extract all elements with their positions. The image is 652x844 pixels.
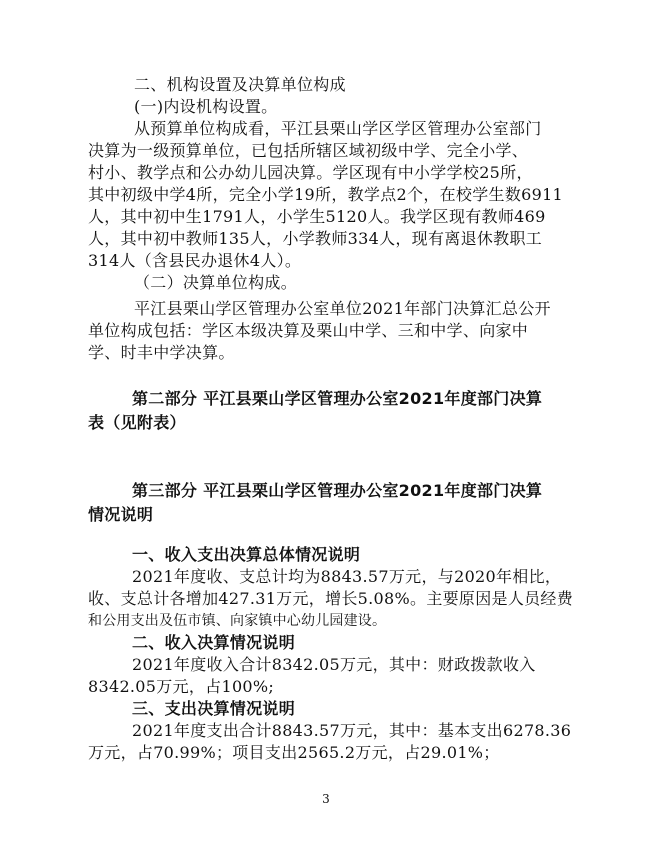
paragraph-line: 从预算单位构成看，平江县栗山学区学区管理办公室部门 xyxy=(134,119,542,138)
paragraph-line: 学、时丰中学决算。 xyxy=(88,343,235,362)
part-three-title-cont: 情况说明 xyxy=(88,505,154,524)
paragraph-line: 2021年度收入合计8342.05万元，其中：财政拨款收入 xyxy=(132,655,536,674)
paragraph-line: 2021年度支出合计8843.57万元，其中：基本支出6278.36 xyxy=(132,721,572,740)
paragraph-line: 村小、教学点和公办幼儿园决算。学区现有中小学学校25所， xyxy=(88,163,533,182)
heading-overall-income-expense: 一、收入支出决算总体情况说明 xyxy=(132,545,361,564)
paragraph-line: 人，其中初中生1791人，小学生5120人。我学区现有教师469 xyxy=(88,207,546,226)
paragraph-line: 人，其中初中教师135人，小学教师334人，现有离退休教职工 xyxy=(88,229,543,248)
part-two-title: 第二部分 平江县栗山学区管理办公室2021年度部门决算 xyxy=(132,389,543,408)
paragraph-line: 2021年度收、支总计均为8843.57万元，与2020年相比， xyxy=(132,567,562,586)
section-heading-org-structure: 二、机构设置及决算单位构成 xyxy=(134,75,346,94)
paragraph-line: 单位构成包括：学区本级决算及栗山中学、三和中学、向家中 xyxy=(88,321,529,340)
paragraph-line: 平江县栗山学区管理办公室单位2021年部门决算汇总公开 xyxy=(134,299,551,318)
paragraph-line: 314人（含县民办退休4人）。 xyxy=(88,251,302,270)
paragraph-line: 决算为一级预算单位，已包括所辖区域初级中学、完全小学、 xyxy=(88,141,529,160)
paragraph-line: 其中初级中学4所，完全小学19所，教学点2个，在校学生数6911 xyxy=(88,185,564,204)
part-two-title-cont: 表（见附表） xyxy=(88,413,186,432)
heading-income: 二、收入决算情况说明 xyxy=(132,633,296,652)
page-number: 3 xyxy=(322,792,330,806)
subsection-budget-units: （二）决算单位构成。 xyxy=(134,273,298,292)
heading-expense: 三、支出决算情况说明 xyxy=(132,699,296,718)
subsection-internal-setup: (一)内设机构设置。 xyxy=(134,97,278,116)
part-three-title: 第三部分 平江县栗山学区管理办公室2021年度部门决算 xyxy=(132,481,543,500)
paragraph-line: 万元，占70.99%；项目支出2565.2万元，占29.01%； xyxy=(88,743,500,762)
paragraph-line: 8342.05万元，占100%; xyxy=(88,677,275,696)
paragraph-line: 和公用支出及伍市镇、向家镇中心幼儿园建设。 xyxy=(88,613,387,629)
paragraph-line: 收、支总计各增加427.31万元，增长5.08%。主要原因是人员经费 xyxy=(88,589,574,608)
